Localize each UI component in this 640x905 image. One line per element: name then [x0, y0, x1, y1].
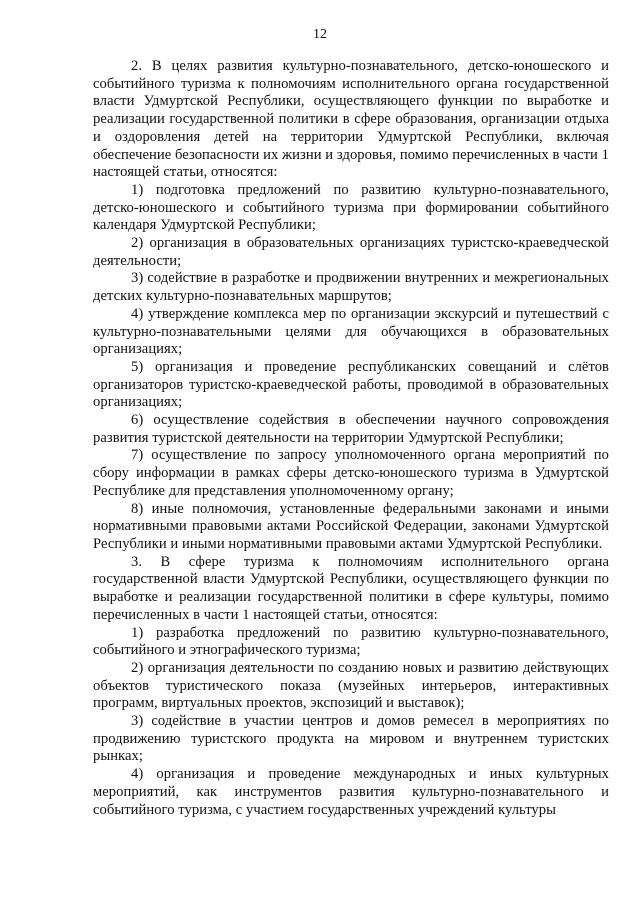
paragraph-part-2-item-2: 2) организация в образовательных организациях туристско-краеведческой деятельности;: [93, 235, 609, 269]
paragraph-part-2-intro: 2. В целях развития культурно-познавательного, детско-юношеского и событийного туризма к полномочиям исполнительного органа государственной власти Удмуртской Республики, осуществляющего функции по выработке и реализации государственной политики в сфере образования, организации отдыха и оздоровления детей на территории Удмуртской Республики, включая обеспечение безопасности их жизни и здоровья, помимо перечисленных в части 1 настоящей статьи, относятся:: [93, 58, 609, 181]
document-body: [93, 58, 609, 819]
paragraph-part-2-item-7: 7) осуществление по запросу уполномоченного органа мероприятий по сбору информации в рамках сферы детско-юношеского туризма в Удмуртской Республике для представления уполномоченному органу;: [93, 447, 609, 499]
page-number: 12: [313, 27, 327, 42]
paragraph-part-2-item-6: 6) осуществление содействия в обеспечении научного сопровождения развития туристской деятельности на территории Удмуртской Республики;: [93, 412, 609, 446]
paragraph-part-2-item-3: 3) содействие в разработке и продвижении внутренних и межрегиональных детских культурно-познавательных маршрутов;: [93, 270, 609, 305]
paragraph-part-3-item-1: 1) разработка предложений по развитию культурно-познавательного, событийного и этнографического туризма;: [93, 624, 609, 659]
paragraph-part-2-item-8: 8) иные полномочия, установленные федеральными законами и иными нормативными правовыми актами Российской Федерации, законами Удмуртской Республики и иными нормативными правовыми актами Удмуртской Республики.: [93, 500, 609, 552]
paragraph-part-3-item-2: 2) организация деятельности по созданию новых и развитию действующих объектов туристического показа (музейных интерьеров, интерактивных программ, виртуальных проектов, экспозиций и выставок);: [93, 659, 609, 712]
paragraph-part-2-item-4: 4) утверждение комплекса мер по организации экскурсий и путешествий с культурно-познавательными целями для обучающихся в образовательных организациях;: [93, 305, 609, 358]
paragraph-part-2-item-1: 1) подготовка предложений по развитию культурно-познавательного, детско-юношеского и событийного туризма при формировании событийного календаря Удмуртской Республики;: [93, 181, 609, 234]
paragraph-part-3-item-4: 4) организация и проведение международных и иных культурных мероприятий, как инструментов развития культурно-познавательного и событийного туризма, с участием государственных учреждений культуры: [93, 766, 609, 818]
paragraph-part-2-item-5: 5) организация и проведение республиканских совещаний и слётов организаторов туристско-краеведческой работы, проводимой в образовательных организациях;: [93, 358, 609, 411]
paragraph-part-3-item-3: 3) содействие в участии центров и домов ремесел в мероприятиях по продвижению туристского продукта на мировом и внутреннем туристских рынках;: [93, 713, 609, 765]
paragraph-part-3-intro: 3. В сфере туризма к полномочиям исполнительного органа государственной власти Удмуртской Республики, осуществляющего функции по выработке и реализации государственной политики в сфере культуры, помимо перечисленных в части 1 настоящей статьи, относятся:: [93, 553, 609, 623]
